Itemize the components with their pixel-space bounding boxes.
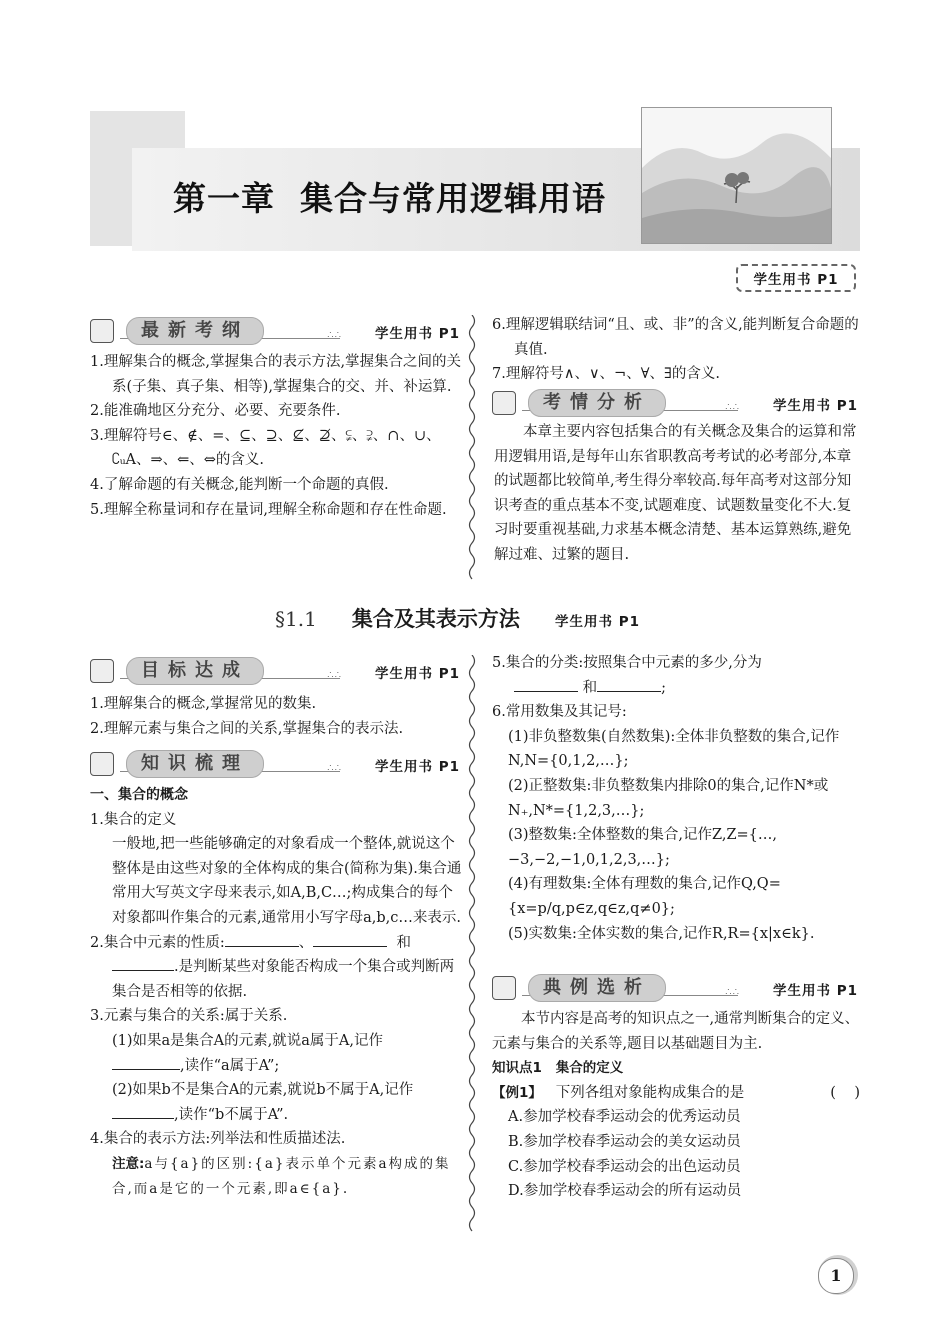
p3-1 [90,1029,462,1078]
column-divider-bottom [466,655,478,1240]
kp-label: 知识点1 [492,1060,542,1077]
page-number: 1 [830,1266,842,1285]
latest-outline-list [90,350,462,522]
p6-3: (3)整数集:全体整数的集合,记作Z,Z={…,−3,−2,−1,0,1,2,3,…}; [508,827,778,868]
blank-finite[interactable] [514,677,578,692]
outline-item: 2.能准确地区分充分、必要、充要条件. [90,403,341,420]
option-b[interactable]: B.参加学校春季运动会的美女运动员 [508,1133,741,1150]
latest-outline-heading: 最新考纲 [126,317,264,345]
p6-1: (1)非负整数集(自然数集):全体非负整数的集合,记作N,N={0,1,2,…}; [508,728,840,770]
blank-property-1[interactable] [225,932,299,947]
option-c[interactable]: C.参加学校春季运动会的出色运动员 [508,1158,741,1175]
p1-text: 一般地,把一些能够确定的对象看成一个整体,就说这个整体是由这些对象的全体构成的集合(简称为集).集合通常用大写英文字母来表示,如A,B,C…;构成集合的每个对象都叫作集合的元素,通常用小写字母a,b,c…来表示. [112,836,462,926]
examples-intro: 本节内容是高考的知识点之一,通常判断集合的定义、元素与集合的关系等,题目以基础题目为主. [492,1011,860,1052]
goals-list [90,692,462,741]
p5-a: 5.集合的分类:按照集合中元素的多少,分为 [492,655,762,671]
exam-analysis-text: 本章主要内容包括集合的有关概念及集合的运算和常用逻辑用语,是每年山东省职教高考考试的必考部分,本章的试题都比较简单,考生得分率较高.每年高考对这部分知识考查的重点基本不变,试题难度、试题数量变化不大.复习时要重视基础,力求基本概念清楚、基本运算熟练,避免解过难、过繁的题目. [494,424,857,563]
note-label: 注意: [112,1155,145,1172]
latest-outline-ref: 学生用书 P1 [375,326,460,342]
kp-title: 集合的定义 [555,1060,624,1077]
blank-belongs[interactable] [112,1055,180,1070]
knowledge-subheading: 一、集合的概念 [90,787,188,803]
knowledge-heading: 知识梳理 [126,750,264,778]
blank-infinite[interactable] [597,677,661,692]
exam-analysis-ref: 学生用书 P1 [773,398,858,414]
chapter-title: 第一章 集合与常用逻辑用语 [173,179,606,218]
section-title: 集合及其表示方法 [351,606,520,631]
reader-icon [90,752,114,776]
p5-end: ; [661,679,666,696]
option-a[interactable]: A.参加学校春季运动会的优秀运动员 [508,1109,741,1126]
p3-2 [90,1078,462,1127]
outline-item: 4.了解命题的有关概念,能判断一个命题的真假. [90,476,389,493]
p3-1b: ,读作“a属于A”; [180,1057,280,1074]
exam-analysis-header: 考情分析 ∴∴ 学生用书 P1 [492,388,858,418]
student-book-ref-top: 学生用书 P1 [736,264,856,292]
outline-item: 1.理解集合的概念,掌握集合的表示方法,掌握集合之间的关系(子集、真子集、相等),掌握集合的交、并、补运算. [90,354,462,395]
goals-heading: 目标达成 [126,657,264,685]
pen-icon [492,976,516,1000]
outline-item: 5.理解全称量词和存在量词,理解全称命题和存在性命题. [90,501,447,518]
knowledge-point [492,1056,860,1081]
p4-title: 4.集合的表示方法:列举法和性质描述法. [90,1131,346,1148]
examples-heading: 典例选析 [528,974,666,1002]
outline-item: 3.理解符号∈、∉、=、⊆、⊇、⊈、⊉、⫋、⫌、∩、∪、∁ᵤA、⇒、⇐、⇔的含义. [90,427,441,469]
p6-title: 6.常用数集及其记号: [492,704,627,721]
p6-4: (4)有理数集:全体有理数的集合,记作Q,Q={x=p/q,p∈z,q∈z,q≠0}; [508,876,781,917]
example-text: 下列各组对象能构成集合的是 [555,1084,745,1101]
knowledge-right-body [492,651,860,946]
answer-paren[interactable]: ( ) [830,1084,860,1101]
knowledge-left-body [90,783,462,1201]
p6-5: (5)实数集:全体实数的集合,记作R,R={x|x∈k}. [508,925,815,942]
page-number-inner [818,1258,854,1294]
p6-2: (2)正整数集:非负整数集内排除0的集合,记作N*或N₊,N*={1,2,3,…}; [508,777,829,819]
p5 [492,651,860,700]
blank-property-3[interactable] [112,956,174,971]
goals-header: 目标达成 ∴∴ 学生用书 P1 [90,656,460,686]
p2-and: 和 [396,934,411,951]
examples-header: 典例选析 ∴∴ 学生用书 P1 [492,973,858,1003]
section-title-row [275,603,640,633]
note-text: a与{a}的区别:{a}表示单个元素a构成的集合,而a是它的一个元素,即a∈{a}. [112,1155,451,1197]
column-divider-top [466,315,478,585]
outline-item: 6.理解逻辑联结词“且、或、非”的含义,能判断复合命题的真值. [492,317,859,358]
blank-property-2[interactable] [313,932,387,947]
calendar-icon [492,391,516,415]
outline-icon [90,319,114,343]
section-number: §1.1 [275,607,317,631]
examples-body [492,1007,860,1204]
p5-and: 和 [582,679,598,696]
note [90,1152,462,1201]
goals-ref: 学生用书 P1 [375,666,460,682]
example-label: 【例1】 [492,1084,542,1101]
p3-1a: (1)如果a是集合A的元素,就说a属于A,记作 [112,1032,383,1049]
p1-title: 1.集合的定义 [90,811,177,828]
goal-item: 1.理解集合的概念,掌握常见的数集. [90,696,317,712]
p3-2a: (2)如果b不是集合A的元素,就说b不属于A,记作 [112,1082,414,1099]
outline-item: 7.理解符号∧、∨、¬、∀、∃的含义. [492,366,720,383]
exam-analysis-heading: 考情分析 [528,389,666,417]
example-question [492,1081,860,1106]
p3-title: 3.元素与集合的关系:属于关系. [90,1008,288,1025]
knowledge-header: 知识梳理 ∴∴ 学生用书 P1 [90,749,460,779]
p2-sep: 、 [298,934,314,951]
teacher-icon [90,659,114,683]
p2-a: 2.集合中元素的性质: [90,934,225,951]
latest-outline-list-right [492,313,860,387]
blank-not-belongs[interactable] [112,1104,174,1119]
goal-item: 2.理解元素与集合之间的关系,掌握集合的表示法. [90,720,404,737]
option-d[interactable]: D.参加学校春季运动会的所有运动员 [508,1183,742,1200]
landscape-image [641,107,832,244]
latest-outline-header: 最新考纲 ∴∴ 学生用书 P1 [90,316,460,346]
knowledge-ref: 学生用书 P1 [375,759,460,775]
p2 [90,931,462,1005]
section-ref: 学生用书 P1 [555,614,640,630]
p2-b: .是判断某些对象能否构成一个集合或判断两集合是否相等的依据. [112,959,455,1000]
examples-ref: 学生用书 P1 [773,983,858,999]
p3-2b: ,读作“b不属于A”. [174,1106,289,1123]
